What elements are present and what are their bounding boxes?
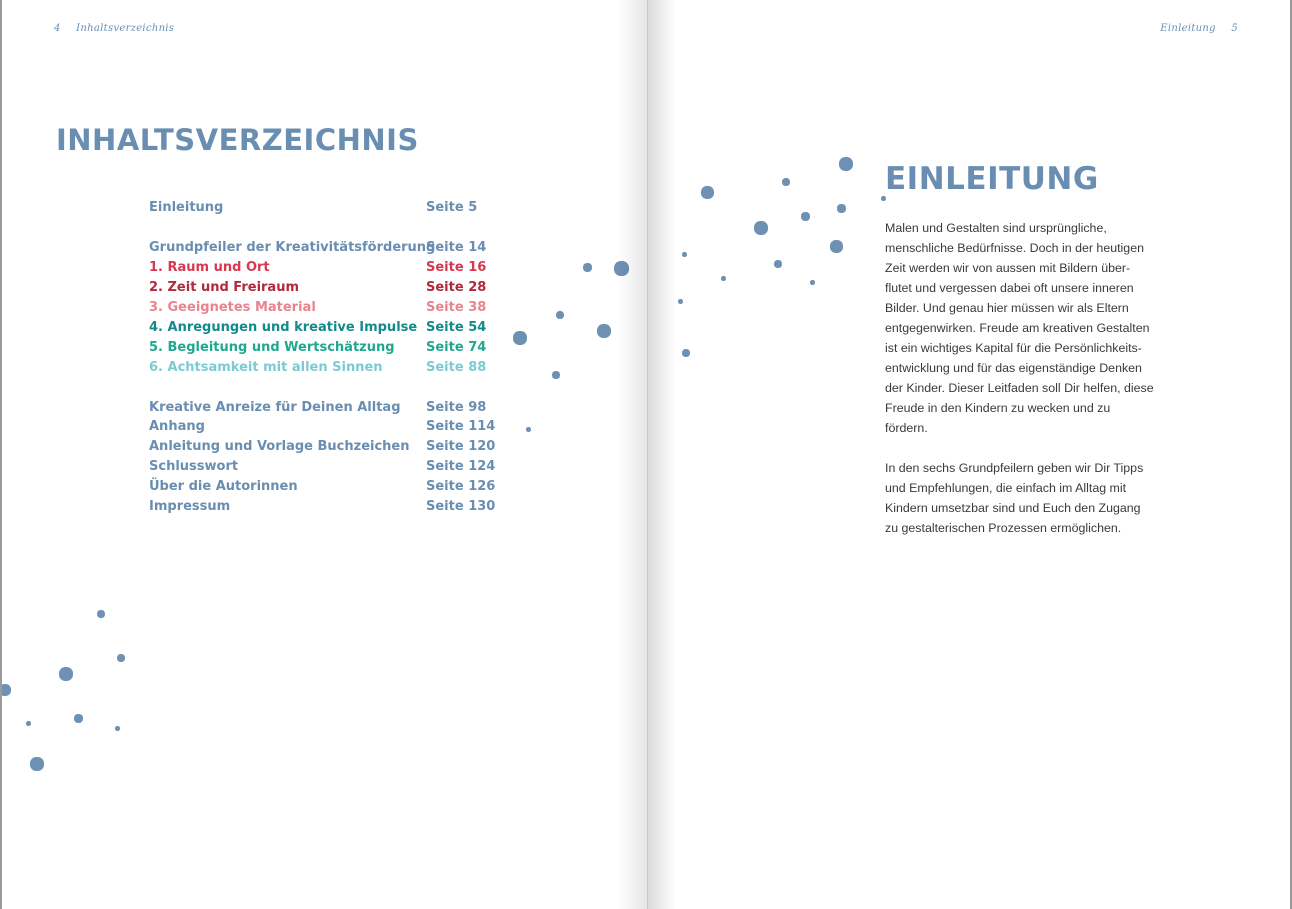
text-line: menschliche Bedürfnisse. Doch in der heutigen bbox=[885, 241, 1144, 255]
toc-entry bbox=[149, 300, 509, 320]
toc-entry bbox=[149, 459, 509, 479]
book-fold bbox=[647, 0, 648, 909]
text-line: flutet und vergessen dabei oft unsere inneren bbox=[885, 281, 1134, 295]
toc-entry bbox=[149, 260, 509, 280]
paint-dot bbox=[837, 204, 846, 213]
toc-entry-title: 4. Anregungen und kreative Impulse bbox=[149, 320, 418, 335]
toc-entry-title: 3. Geeignetes Material bbox=[149, 300, 316, 315]
toc-entry-page: Seite 114 bbox=[426, 419, 496, 434]
gutter-shadow-right bbox=[648, 0, 676, 909]
toc-entry bbox=[149, 360, 509, 380]
toc-entry-page: Seite 74 bbox=[426, 340, 487, 355]
toc-entry-title: 1. Raum und Ort bbox=[149, 260, 270, 275]
toc-entry bbox=[149, 320, 509, 340]
toc-entry-page: Seite 16 bbox=[426, 260, 487, 275]
paint-dot bbox=[754, 221, 768, 235]
paint-dot bbox=[597, 324, 611, 338]
toc-entry-title: Anhang bbox=[149, 419, 205, 434]
text-line: Freude in den Kindern zu wecken und zu bbox=[885, 401, 1111, 415]
paint-dot bbox=[721, 276, 726, 281]
paint-dot bbox=[74, 714, 83, 723]
paint-dot bbox=[513, 331, 527, 345]
text-line: entwicklung und für das eigenständige Denken bbox=[885, 361, 1142, 375]
toc-entry bbox=[149, 479, 509, 499]
toc-entry-page: Seite 130 bbox=[426, 499, 496, 514]
left-page-number: 4 bbox=[54, 23, 61, 34]
toc-entry-page: Seite 124 bbox=[426, 459, 496, 474]
text-line: und Empfehlungen, die einfach im Alltag mit bbox=[885, 481, 1127, 495]
toc-entry-title: Impressum bbox=[149, 499, 231, 514]
toc-entry-title: Anleitung und Vorlage Buchzeichen bbox=[149, 439, 410, 454]
paint-dot bbox=[810, 280, 815, 285]
toc-entry-title: Kreative Anreize für Deinen Alltag bbox=[149, 400, 401, 415]
text-line: entgegenwirken. Freude am kreativen Gestalten bbox=[885, 321, 1150, 335]
intro-paragraph-1 bbox=[885, 218, 1175, 438]
toc-entry-page: Seite 98 bbox=[426, 400, 487, 415]
paint-dot bbox=[552, 371, 560, 379]
toc-entry bbox=[149, 280, 509, 300]
toc-entry bbox=[149, 439, 509, 459]
paint-dot bbox=[556, 311, 564, 319]
toc-entry-title: Grundpfeiler der Kreativitätsförderung bbox=[149, 240, 436, 255]
paint-dot bbox=[115, 726, 120, 731]
left-running-head bbox=[54, 23, 174, 34]
right-running-title: Einleitung bbox=[1160, 23, 1216, 34]
text-line: zu gestalterischen Prozessen ermöglichen. bbox=[885, 521, 1122, 535]
text-line: Zeit werden wir von aussen mit Bildern über- bbox=[885, 261, 1131, 275]
toc-entry bbox=[149, 419, 509, 439]
paint-dot bbox=[526, 427, 531, 432]
text-line: Bilder. Und genau hier müssen wir als Eltern bbox=[885, 301, 1129, 315]
text-line: fördern. bbox=[885, 421, 928, 435]
toc-entry-title: Einleitung bbox=[149, 200, 224, 215]
toc-entry bbox=[149, 240, 509, 260]
paint-dot bbox=[678, 299, 683, 304]
toc-entry-title: 2. Zeit und Freiraum bbox=[149, 280, 300, 295]
toc-entry-page: Seite 5 bbox=[426, 200, 478, 215]
right-page-number: 5 bbox=[1231, 23, 1238, 34]
paint-dot bbox=[0, 684, 11, 696]
toc-entry-page: Seite 14 bbox=[426, 240, 487, 255]
toc-entry bbox=[149, 340, 509, 360]
toc-entry bbox=[149, 400, 509, 420]
toc-entry-page: Seite 126 bbox=[426, 479, 496, 494]
paint-dot bbox=[774, 260, 782, 268]
intro-body bbox=[885, 218, 1175, 538]
intro-paragraph-2 bbox=[885, 458, 1175, 538]
paint-dot bbox=[682, 252, 687, 257]
intro-heading: EINLEITUNG bbox=[885, 161, 1099, 197]
toc-entry-page: Seite 88 bbox=[426, 360, 487, 375]
text-line: Malen und Gestalten sind ursprüngliche, bbox=[885, 221, 1107, 235]
text-line: Kindern umsetzbar sind und Euch den Zugang bbox=[885, 501, 1141, 515]
toc-entry-title: Schlusswort bbox=[149, 459, 239, 474]
toc-entry bbox=[149, 200, 509, 220]
text-line: In den sechs Grundpfeilern geben wir Dir Tipps bbox=[885, 461, 1144, 475]
right-running-head bbox=[1160, 23, 1238, 34]
toc-entry-page: Seite 54 bbox=[426, 320, 487, 335]
paint-dot bbox=[782, 178, 790, 186]
text-line: der Kinder. Dieser Leitfaden soll Dir helfen, diese bbox=[885, 381, 1154, 395]
paint-dot bbox=[30, 757, 44, 771]
paint-dot bbox=[801, 212, 810, 221]
toc-heading: INHALTSVERZEICHNIS bbox=[56, 123, 419, 157]
toc-entry-page: Seite 28 bbox=[426, 280, 487, 295]
paint-dot bbox=[117, 654, 125, 662]
toc-entry-page: Seite 38 bbox=[426, 300, 487, 315]
paint-dot bbox=[97, 610, 105, 618]
toc-entry bbox=[149, 499, 509, 519]
toc-entry-title: 6. Achtsamkeit mit allen Sinnen bbox=[149, 360, 383, 375]
paint-dot bbox=[830, 240, 843, 253]
gutter-shadow-left bbox=[618, 0, 648, 909]
text-line: ist ein wichtiges Kapital für die Persönlichkeits- bbox=[885, 341, 1142, 355]
paint-dot bbox=[839, 157, 853, 171]
paint-dot bbox=[583, 263, 592, 272]
toc-entry-title: Über die Autorinnen bbox=[149, 479, 298, 494]
toc-entry-title: 5. Begleitung und Wertschätzung bbox=[149, 340, 395, 355]
paint-dot bbox=[682, 349, 690, 357]
paint-dot bbox=[26, 721, 31, 726]
paint-dot bbox=[59, 667, 73, 681]
left-running-title: Inhaltsverzeichnis bbox=[76, 23, 175, 34]
paint-dot bbox=[701, 186, 714, 199]
toc-entry-page: Seite 120 bbox=[426, 439, 496, 454]
right-page bbox=[648, 0, 1292, 909]
